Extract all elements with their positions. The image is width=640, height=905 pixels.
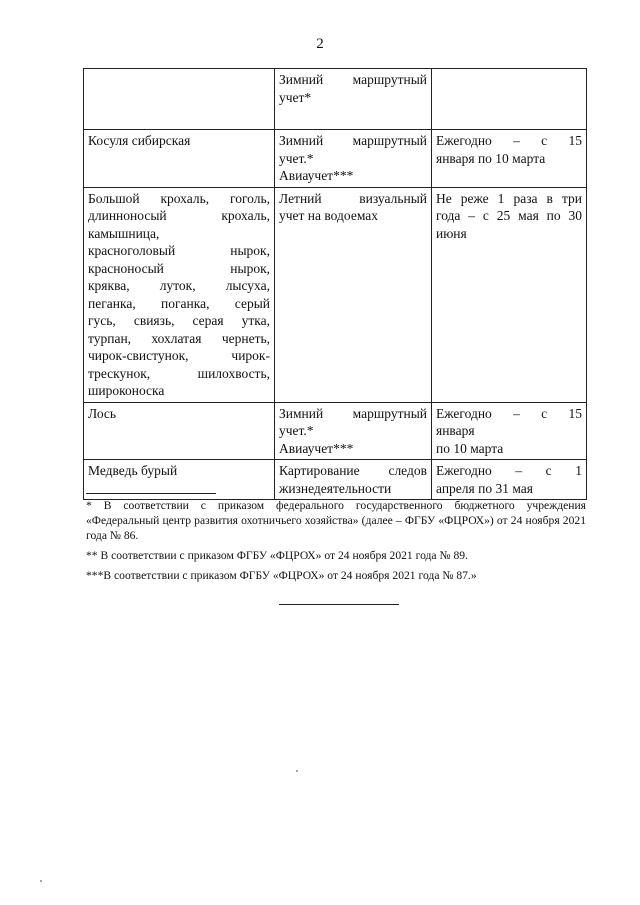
cell-period xyxy=(432,130,587,188)
species-text-line: пеганка, поганка, серый xyxy=(88,295,270,311)
species-text-line: камышница, xyxy=(88,225,160,241)
species-text-line: турпан, хохлатая чернеть, xyxy=(88,330,270,346)
cell-period xyxy=(432,187,587,402)
footnotes xyxy=(86,498,586,588)
method-text-line: учет на водоемах xyxy=(279,208,379,223)
species-text-line: трескунок, шилохвость, xyxy=(88,365,270,381)
cell-method xyxy=(275,402,432,460)
cell-method xyxy=(275,130,432,188)
species-text-line: красноносый нырок, xyxy=(88,260,270,276)
method-text-line: Летний визуальный xyxy=(279,190,427,206)
method-text-line: учет* xyxy=(279,89,312,105)
species-text-line: красноголовый нырок, xyxy=(88,243,270,258)
method-text-line: учет.* xyxy=(279,150,314,166)
period-text-line: Не реже 1 раза в три xyxy=(436,190,582,206)
method-text-line: учет.* xyxy=(279,423,314,438)
species-text-line: Медведь бурый xyxy=(88,463,178,478)
scan-speck xyxy=(296,770,298,772)
species-text-line: Косуля сибирская xyxy=(88,133,191,148)
cell-species xyxy=(84,69,275,130)
period-text-line: по 10 марта xyxy=(436,440,504,456)
hunting-resources-table xyxy=(83,68,587,500)
period-text-line: Ежегодно – с 15 xyxy=(436,405,582,421)
method-text-line: Зимний маршрутный xyxy=(279,133,427,148)
cell-period xyxy=(432,460,587,500)
cell-period xyxy=(432,69,587,130)
period-text-line: июня xyxy=(436,225,467,241)
method-text-line: Зимний маршрутный xyxy=(279,405,427,421)
scan-speck xyxy=(40,880,42,882)
species-text-line: кряква, луток, лысуха, xyxy=(88,278,270,293)
table-row xyxy=(84,402,587,460)
species-text-line: чирок-свистунок, чирок- xyxy=(88,348,270,363)
period-text-line: Ежегодно – с 15 xyxy=(436,133,582,148)
cell-method xyxy=(275,460,432,500)
species-text-line: Лось xyxy=(88,405,117,421)
table-row xyxy=(84,187,587,402)
method-text-line: жизнедеятельности xyxy=(279,480,392,496)
period-text-line: апреля по 31 мая xyxy=(436,480,533,496)
method-text-line: Авиаучет*** xyxy=(279,168,354,183)
species-text-line: широконоска xyxy=(88,383,165,398)
period-text-line: Ежегодно – с 1 xyxy=(436,463,582,478)
species-text-line: Большой крохаль, гоголь, xyxy=(88,190,270,206)
end-of-document-rule xyxy=(279,604,399,605)
method-text-line: Авиаучет*** xyxy=(279,440,354,456)
period-text-line: года – с 25 мая по 30 xyxy=(436,208,582,223)
method-text-line: Картирование следов xyxy=(279,463,427,478)
cell-method xyxy=(275,187,432,402)
cell-species xyxy=(84,187,275,402)
table-row xyxy=(84,130,587,188)
period-text-line: января xyxy=(436,423,475,438)
cell-species xyxy=(84,402,275,460)
species-text-line: гусь, свиязь, серая утка, xyxy=(88,313,270,328)
period-text-line: января по 10 марта xyxy=(436,150,546,166)
footnote-3: ***В соответствии с приказом ФГБУ «ФЦРОХ» от 24 ноября 2021 года № 87.» xyxy=(86,569,477,582)
footnote-2: ** В соответствии с приказом ФГБУ «ФЦРОХ» от 24 ноября 2021 года № 89. xyxy=(86,549,468,562)
method-text-line: Зимний маршрутный xyxy=(279,72,427,87)
cell-species xyxy=(84,130,275,188)
table-row xyxy=(84,69,587,130)
footnote-1: * В соответствии с приказом федерального государственного бюджетного учреждения «Федеральный центр развития охотничьего хозяйства» (далее – ФГБУ «ФЦРОХ») от 24 ноября 2021 года № 86. xyxy=(86,499,586,542)
page-number: 2 xyxy=(316,36,324,52)
footnote-separator xyxy=(86,493,216,494)
cell-period xyxy=(432,402,587,460)
cell-method xyxy=(275,69,432,130)
species-text-line: длинноносый крохаль, xyxy=(88,208,270,223)
